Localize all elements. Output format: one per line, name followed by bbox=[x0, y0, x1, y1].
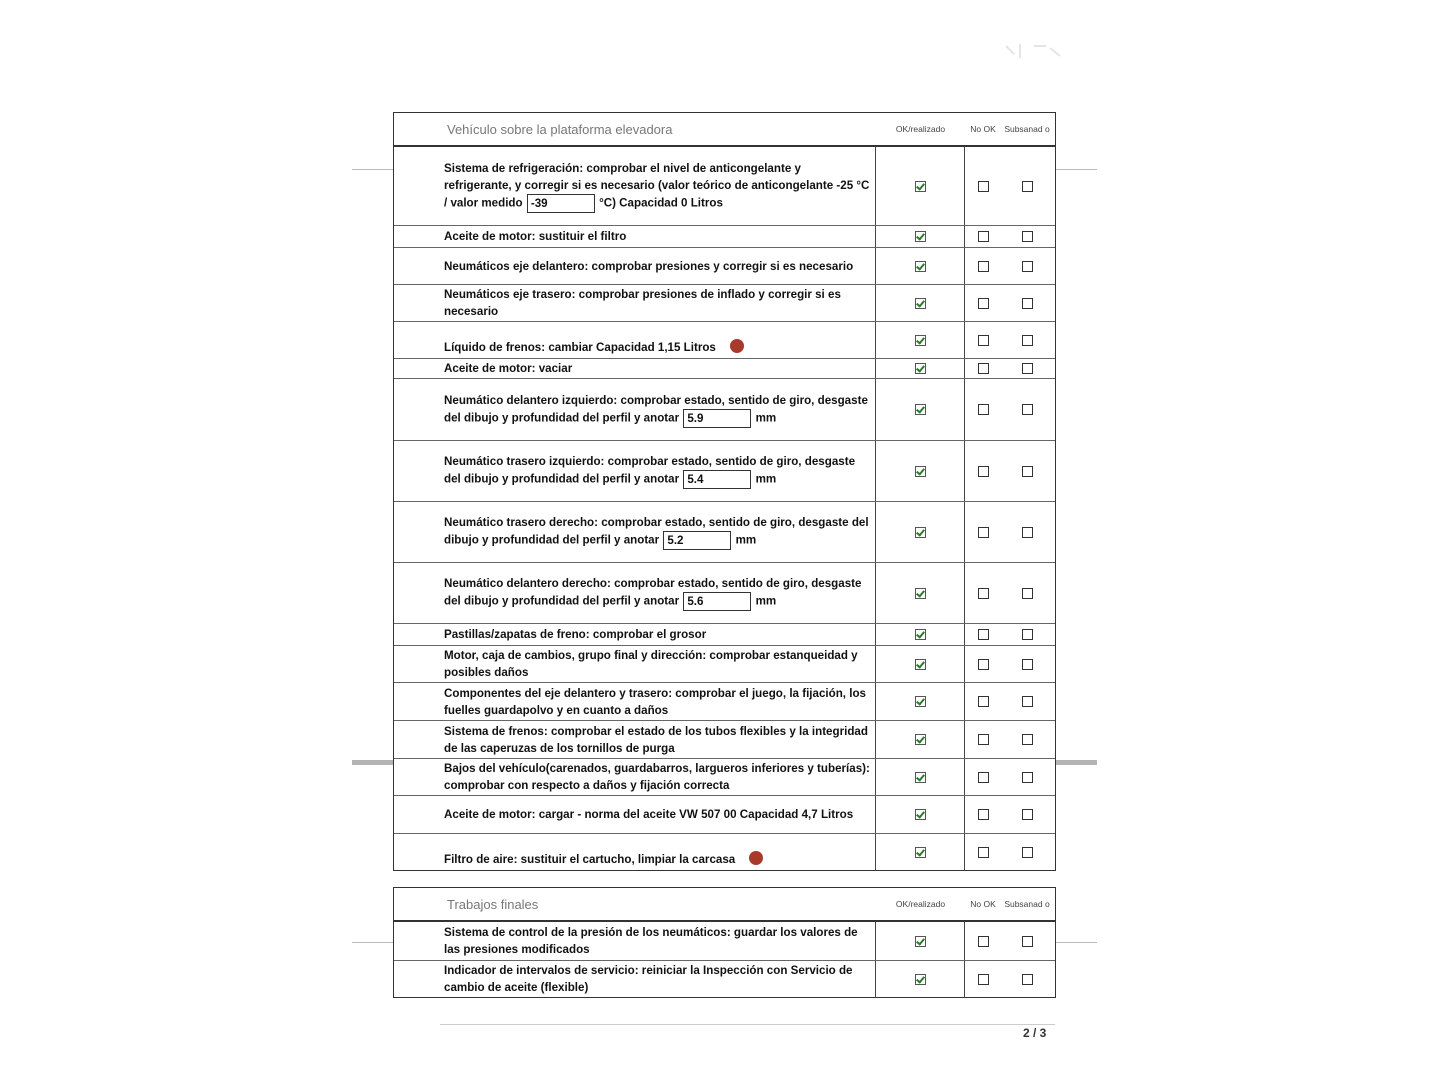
not-ok-cell bbox=[965, 248, 1001, 284]
corrected-cell bbox=[1001, 834, 1053, 870]
item-label: Neumático trasero derecho: comprobar estado, sentido de giro, desgaste del dibujo y profundidad del perfil y anotar bbox=[444, 516, 869, 547]
ok-checkbox[interactable] bbox=[915, 466, 926, 477]
column-header-corrected: Subsanad o bbox=[1004, 899, 1050, 909]
item-text bbox=[444, 160, 871, 213]
item-label: Aceite de motor: sustituir el filtro bbox=[444, 230, 627, 243]
not-ok-checkbox[interactable] bbox=[978, 809, 989, 820]
corrected-checkbox[interactable] bbox=[1022, 466, 1033, 477]
table-row bbox=[394, 284, 1055, 321]
ok-cell bbox=[876, 248, 965, 284]
table-row bbox=[394, 795, 1055, 833]
table-row bbox=[394, 358, 1055, 378]
measured-value-field[interactable]: -39 bbox=[527, 194, 595, 213]
section-header bbox=[394, 888, 1055, 922]
not-ok-checkbox[interactable] bbox=[978, 181, 989, 192]
corrected-cell bbox=[1001, 379, 1053, 440]
item-text bbox=[444, 228, 871, 245]
measured-value-field[interactable]: 5.6 bbox=[683, 592, 751, 611]
not-ok-checkbox[interactable] bbox=[978, 588, 989, 599]
table-row bbox=[394, 960, 1055, 997]
corrected-checkbox[interactable] bbox=[1022, 809, 1033, 820]
checklist-rows bbox=[394, 922, 1055, 997]
item-label-suffix: mm bbox=[755, 472, 777, 486]
item-label: Neumático delantero derecho: comprobar estado, sentido de giro, desgaste del dibujo y profundidad del perfil y anotar bbox=[444, 577, 862, 608]
item-description bbox=[394, 359, 876, 378]
corrected-checkbox[interactable] bbox=[1022, 974, 1033, 985]
item-label: Aceite de motor: vaciar bbox=[444, 362, 573, 375]
ok-cell bbox=[876, 796, 965, 833]
item-description bbox=[394, 683, 876, 720]
section-title: Vehículo sobre la plataforma elevadora bbox=[447, 121, 673, 137]
item-label: Bajos del vehículo(carenados, guardabarros, largueros inferiores y tuberías): comprobar con respecto a daños y fijación correcta bbox=[444, 762, 870, 792]
table-row bbox=[394, 440, 1055, 501]
item-label-suffix: °C) Capacidad 0 Litros bbox=[599, 196, 723, 210]
corrected-cell bbox=[1001, 721, 1053, 758]
corrected-cell bbox=[1001, 624, 1053, 645]
ok-cell bbox=[876, 922, 965, 960]
not-ok-cell bbox=[965, 683, 1001, 720]
not-ok-checkbox[interactable] bbox=[978, 335, 989, 346]
item-label: Neumáticos eje delantero: comprobar presiones y corregir si es necesario bbox=[444, 259, 854, 273]
not-ok-checkbox[interactable] bbox=[978, 974, 989, 985]
item-text bbox=[444, 392, 871, 428]
ok-cell bbox=[876, 359, 965, 378]
corrected-checkbox[interactable] bbox=[1022, 772, 1033, 783]
item-text bbox=[444, 647, 871, 681]
table-row bbox=[394, 682, 1055, 720]
table-row bbox=[394, 562, 1055, 623]
measured-value-field[interactable]: 5.9 bbox=[683, 409, 751, 428]
ok-cell bbox=[876, 624, 965, 645]
ok-checkbox[interactable] bbox=[915, 588, 926, 599]
item-description bbox=[394, 834, 876, 870]
not-ok-cell bbox=[965, 441, 1001, 501]
ok-cell bbox=[876, 646, 965, 682]
not-ok-cell bbox=[965, 922, 1001, 960]
column-header-ok: OK/realizado bbox=[895, 899, 946, 909]
not-ok-cell bbox=[965, 226, 1001, 247]
corrected-checkbox[interactable] bbox=[1022, 298, 1033, 309]
not-ok-cell bbox=[965, 359, 1001, 378]
item-text bbox=[444, 286, 871, 320]
not-ok-cell bbox=[965, 796, 1001, 833]
item-text bbox=[444, 806, 871, 823]
item-text bbox=[444, 924, 871, 958]
not-ok-checkbox[interactable] bbox=[978, 261, 989, 272]
not-ok-checkbox[interactable] bbox=[978, 734, 989, 745]
corrected-cell bbox=[1001, 359, 1053, 378]
table-row bbox=[394, 378, 1055, 440]
corrected-cell bbox=[1001, 796, 1053, 833]
item-description bbox=[394, 759, 876, 795]
section-header bbox=[394, 113, 1055, 147]
not-ok-checkbox[interactable] bbox=[978, 847, 989, 858]
not-ok-checkbox[interactable] bbox=[978, 404, 989, 415]
column-header-not-ok: No OK bbox=[970, 124, 996, 134]
not-ok-checkbox[interactable] bbox=[978, 772, 989, 783]
corrected-cell bbox=[1001, 961, 1053, 997]
not-ok-cell bbox=[965, 147, 1001, 225]
corrected-checkbox[interactable] bbox=[1022, 588, 1033, 599]
item-label: Sistema de frenos: comprobar el estado de los tubos flexibles y la integridad de las caperuzas de los tornillos de purga bbox=[444, 724, 868, 755]
corrected-cell bbox=[1001, 646, 1053, 682]
measured-value-field[interactable]: 5.2 bbox=[663, 531, 731, 550]
checklist-rows bbox=[394, 147, 1055, 870]
table-row bbox=[394, 833, 1055, 870]
item-label-suffix: mm bbox=[755, 594, 777, 608]
item-text bbox=[444, 339, 871, 356]
ok-checkbox[interactable] bbox=[915, 298, 926, 309]
not-ok-checkbox[interactable] bbox=[978, 363, 989, 374]
item-description bbox=[394, 624, 876, 645]
table-row bbox=[394, 922, 1055, 960]
column-header-corrected: Subsanad o bbox=[1004, 124, 1050, 134]
item-text bbox=[444, 685, 871, 719]
item-label: Indicador de intervalos de servicio: reiniciar la Inspección con Servicio de cambio de aceite (flexible) bbox=[444, 964, 853, 994]
item-description bbox=[394, 248, 876, 284]
item-text bbox=[444, 453, 871, 489]
measured-value-field[interactable]: 5.4 bbox=[683, 470, 751, 489]
item-label-suffix: mm bbox=[735, 533, 757, 547]
item-text bbox=[444, 723, 871, 757]
item-text bbox=[444, 360, 871, 377]
item-description bbox=[394, 721, 876, 758]
item-description bbox=[394, 961, 876, 997]
ok-checkbox[interactable] bbox=[915, 847, 926, 858]
not-ok-cell bbox=[965, 961, 1001, 997]
item-label: Líquido de frenos: cambiar Capacidad 1,15 Litros bbox=[444, 341, 716, 354]
ok-checkbox[interactable] bbox=[915, 772, 926, 783]
not-ok-cell bbox=[965, 624, 1001, 645]
not-ok-cell bbox=[965, 646, 1001, 682]
not-ok-checkbox[interactable] bbox=[978, 466, 989, 477]
not-ok-cell bbox=[965, 285, 1001, 321]
item-description bbox=[394, 147, 876, 225]
ok-checkbox[interactable] bbox=[915, 261, 926, 272]
item-description bbox=[394, 226, 876, 247]
item-text bbox=[444, 626, 871, 643]
corrected-cell bbox=[1001, 441, 1053, 501]
corrected-checkbox[interactable] bbox=[1022, 404, 1033, 415]
corrected-checkbox[interactable] bbox=[1022, 231, 1033, 242]
table-row bbox=[394, 623, 1055, 645]
ok-checkbox[interactable] bbox=[915, 659, 926, 670]
corrected-checkbox[interactable] bbox=[1022, 936, 1033, 947]
not-ok-cell bbox=[965, 379, 1001, 440]
item-label: Sistema de control de la presión de los neumáticos: guardar los valores de las presiones modificados bbox=[444, 926, 858, 956]
red-marker-dot-icon bbox=[749, 851, 763, 865]
corrected-checkbox[interactable] bbox=[1022, 181, 1033, 192]
table-row bbox=[394, 247, 1055, 284]
table-row bbox=[394, 321, 1055, 358]
section-vehicle-lift bbox=[393, 112, 1056, 871]
corrected-checkbox[interactable] bbox=[1022, 261, 1033, 272]
item-label-suffix: mm bbox=[755, 411, 777, 425]
item-description bbox=[394, 922, 876, 960]
ok-cell bbox=[876, 379, 965, 440]
ok-checkbox[interactable] bbox=[915, 231, 926, 242]
ok-cell bbox=[876, 563, 965, 623]
ok-cell bbox=[876, 226, 965, 247]
corrected-cell bbox=[1001, 285, 1053, 321]
section-title: Trabajos finales bbox=[447, 896, 539, 912]
corrected-cell bbox=[1001, 502, 1053, 562]
ok-cell bbox=[876, 683, 965, 720]
item-description bbox=[394, 796, 876, 833]
footer-divider bbox=[440, 1024, 1055, 1025]
corrected-cell bbox=[1001, 759, 1053, 795]
not-ok-cell bbox=[965, 759, 1001, 795]
ok-checkbox[interactable] bbox=[915, 404, 926, 415]
table-row bbox=[394, 147, 1055, 225]
item-description bbox=[394, 379, 876, 440]
item-description bbox=[394, 502, 876, 562]
table-row bbox=[394, 645, 1055, 682]
section-final-work bbox=[393, 887, 1056, 998]
ok-checkbox[interactable] bbox=[915, 363, 926, 374]
page-number: 2 / 3 bbox=[1023, 1026, 1047, 1040]
faint-scan-mark bbox=[1000, 40, 1070, 62]
ok-checkbox[interactable] bbox=[915, 696, 926, 707]
ok-cell bbox=[876, 759, 965, 795]
column-header-not-ok: No OK bbox=[970, 899, 996, 909]
not-ok-cell bbox=[965, 502, 1001, 562]
corrected-checkbox[interactable] bbox=[1022, 527, 1033, 538]
corrected-checkbox[interactable] bbox=[1022, 659, 1033, 670]
ok-cell bbox=[876, 147, 965, 225]
item-description bbox=[394, 285, 876, 321]
not-ok-cell bbox=[965, 322, 1001, 358]
corrected-cell bbox=[1001, 147, 1053, 225]
item-text bbox=[444, 258, 871, 275]
item-text bbox=[444, 514, 871, 550]
item-description bbox=[394, 646, 876, 682]
corrected-checkbox[interactable] bbox=[1022, 629, 1033, 640]
ok-checkbox[interactable] bbox=[915, 734, 926, 745]
corrected-cell bbox=[1001, 248, 1053, 284]
corrected-checkbox[interactable] bbox=[1022, 363, 1033, 374]
item-text bbox=[444, 962, 871, 996]
ok-cell bbox=[876, 322, 965, 358]
corrected-cell bbox=[1001, 563, 1053, 623]
item-label: Filtro de aire: sustituir el cartucho, limpiar la carcasa bbox=[444, 853, 736, 866]
item-label: Neumáticos eje trasero: comprobar presiones de inflado y corregir si es necesario bbox=[444, 288, 841, 318]
not-ok-checkbox[interactable] bbox=[978, 659, 989, 670]
ok-cell bbox=[876, 834, 965, 870]
corrected-cell bbox=[1001, 683, 1053, 720]
ok-checkbox[interactable] bbox=[915, 936, 926, 947]
item-description bbox=[394, 322, 876, 358]
item-text bbox=[444, 851, 871, 868]
item-label: Motor, caja de cambios, grupo final y dirección: comprobar estanqueidad y posibles daños bbox=[444, 649, 858, 679]
not-ok-cell bbox=[965, 834, 1001, 870]
item-label: Aceite de motor: cargar - norma del aceite VW 507 00 Capacidad 4,7 Litros bbox=[444, 808, 854, 821]
not-ok-cell bbox=[965, 721, 1001, 758]
item-description bbox=[394, 563, 876, 623]
ok-checkbox[interactable] bbox=[915, 527, 926, 538]
item-text bbox=[444, 575, 871, 611]
not-ok-checkbox[interactable] bbox=[978, 696, 989, 707]
ok-checkbox[interactable] bbox=[915, 335, 926, 346]
corrected-checkbox[interactable] bbox=[1022, 734, 1033, 745]
not-ok-checkbox[interactable] bbox=[978, 298, 989, 309]
ok-checkbox[interactable] bbox=[915, 974, 926, 985]
ok-cell bbox=[876, 721, 965, 758]
ok-checkbox[interactable] bbox=[915, 181, 926, 192]
ok-cell bbox=[876, 441, 965, 501]
item-description bbox=[394, 441, 876, 501]
table-row bbox=[394, 225, 1055, 247]
corrected-cell bbox=[1001, 922, 1053, 960]
table-row bbox=[394, 758, 1055, 795]
corrected-checkbox[interactable] bbox=[1022, 696, 1033, 707]
not-ok-cell bbox=[965, 563, 1001, 623]
item-label: Sistema de refrigeración: comprobar el nivel de anticongelante y refrigerante, y corregir si es necesario (valor teórico de anticongelante -25 °C / valor medido bbox=[444, 161, 870, 210]
ok-cell bbox=[876, 285, 965, 321]
column-header-ok: OK/realizado bbox=[895, 124, 946, 134]
corrected-cell bbox=[1001, 322, 1053, 358]
ok-checkbox[interactable] bbox=[915, 809, 926, 820]
not-ok-checkbox[interactable] bbox=[978, 527, 989, 538]
corrected-checkbox[interactable] bbox=[1022, 335, 1033, 346]
ok-cell bbox=[876, 502, 965, 562]
corrected-cell bbox=[1001, 226, 1053, 247]
ok-checkbox[interactable] bbox=[915, 629, 926, 640]
ok-cell bbox=[876, 961, 965, 997]
red-marker-dot-icon bbox=[730, 339, 744, 353]
item-label: Neumático trasero izquierdo: comprobar estado, sentido de giro, desgaste del dibujo y profundidad del perfil y anotar bbox=[444, 455, 856, 486]
not-ok-checkbox[interactable] bbox=[978, 936, 989, 947]
corrected-checkbox[interactable] bbox=[1022, 847, 1033, 858]
item-label: Neumático delantero izquierdo: comprobar estado, sentido de giro, desgaste del dibujo y profundidad del perfil y anotar bbox=[444, 393, 868, 425]
not-ok-checkbox[interactable] bbox=[978, 629, 989, 640]
not-ok-checkbox[interactable] bbox=[978, 231, 989, 242]
item-text bbox=[444, 760, 871, 794]
table-row bbox=[394, 501, 1055, 562]
item-label: Pastillas/zapatas de freno: comprobar el grosor bbox=[444, 628, 707, 641]
table-row bbox=[394, 720, 1055, 758]
item-label: Componentes del eje delantero y trasero: comprobar el juego, la fijación, los fuelles guardapolvo y en cuanto a daños bbox=[444, 686, 866, 717]
